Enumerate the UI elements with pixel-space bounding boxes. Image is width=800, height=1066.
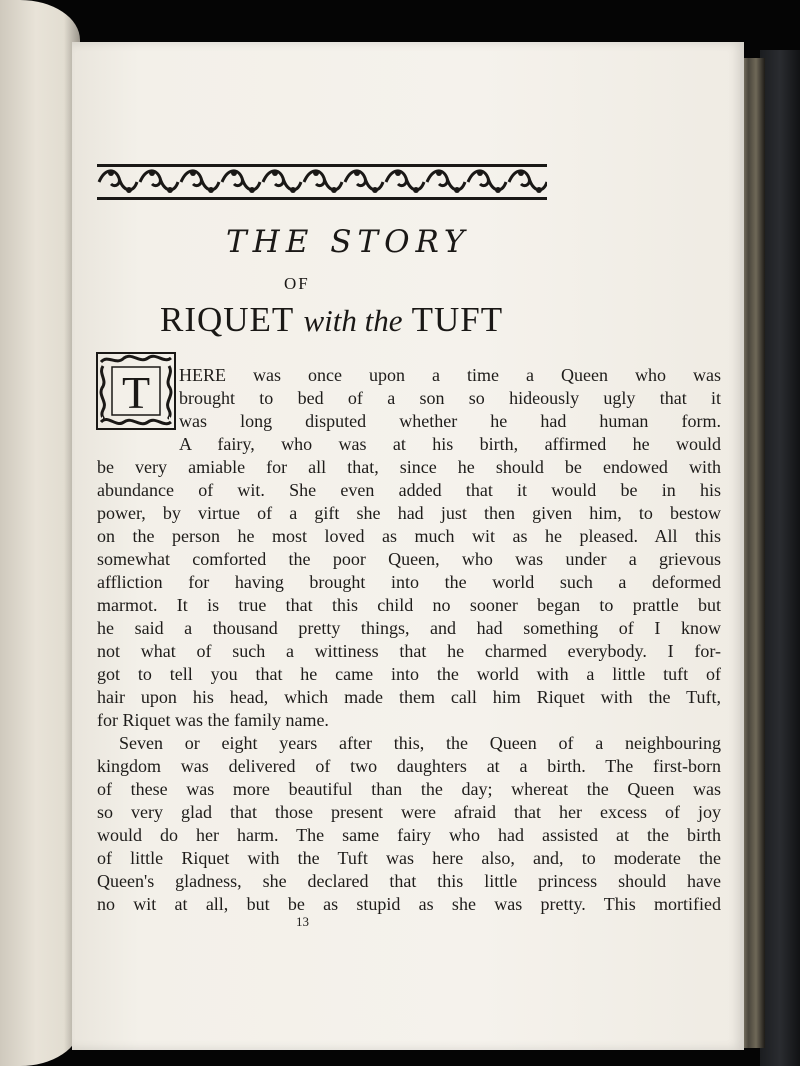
book-page [72, 42, 744, 1050]
text-line: on the person he most loved as much wit as he pleased. All this [97, 526, 721, 546]
text-line: marmot. It is true that this child no sooner began to prattle but [97, 595, 721, 615]
text-line: Queen's gladness, she declared that this little princess should have [97, 871, 721, 891]
text-line: so very glad that those present were afraid that her excess of joy [97, 802, 721, 822]
text-line: affliction for having brought into the world such a deformed [97, 572, 721, 592]
text-line: HERE was once upon a time a Queen who was [179, 365, 721, 385]
text-line: not what of such a wittiness that he charmed everybody. I for- [97, 641, 721, 661]
text-line: hair upon his head, which made them call him Riquet with the Tuft, [97, 687, 721, 707]
title-name-part1: RIQUET [160, 300, 294, 339]
text-line: kingdom was delivered of two daughters at a birth. The first-born [97, 756, 721, 776]
title-of: OF [284, 274, 310, 293]
decorative-border-icon [97, 164, 547, 200]
text-line: was long disputed whether he had human form. [179, 411, 721, 431]
text-line: of little Riquet with the Tuft was here also, and, to moderate the [97, 848, 721, 868]
text-line: abundance of wit. She even added that it would be in his [97, 480, 721, 500]
title-story: THE STORY [226, 224, 471, 260]
text-line: for Riquet was the family name. [97, 710, 329, 730]
text-line: somewhat comforted the poor Queen, who was under a grievous [97, 549, 721, 569]
text-line: Seven or eight years after this, the Queen of a neighbouring [119, 733, 721, 753]
text-line: he said a thousand pretty things, and had something of I know [97, 618, 721, 638]
text-line: no wit at all, but be as stupid as she was pretty. This mortified [97, 894, 721, 914]
title-name-part2: TUFT [411, 300, 504, 339]
text-line: be very amiable for all that, since he should be endowed with [97, 457, 721, 477]
book-cover [760, 50, 800, 1066]
text-line: A fairy, who was at his birth, affirmed he would [179, 434, 721, 454]
text-line: of these was more beautiful than the day; whereat the Queen was [97, 779, 721, 799]
text-line: brought to bed of a son so hideously ugly that it [179, 388, 721, 408]
drop-cap [96, 352, 176, 430]
page-number: 13 [296, 914, 309, 929]
text-line: got to tell you that he came into the world with a little tuft of [97, 664, 721, 684]
drop-cap-letter: T [121, 367, 151, 418]
title-name-with: with the [303, 303, 403, 338]
left-page-edge [0, 0, 80, 1066]
text-line: would do her harm. The same fairy who had assisted at the birth [97, 825, 721, 845]
text-line: power, by virtue of a gift she had just then given him, to bestow [97, 503, 721, 523]
page-title [160, 300, 503, 340]
